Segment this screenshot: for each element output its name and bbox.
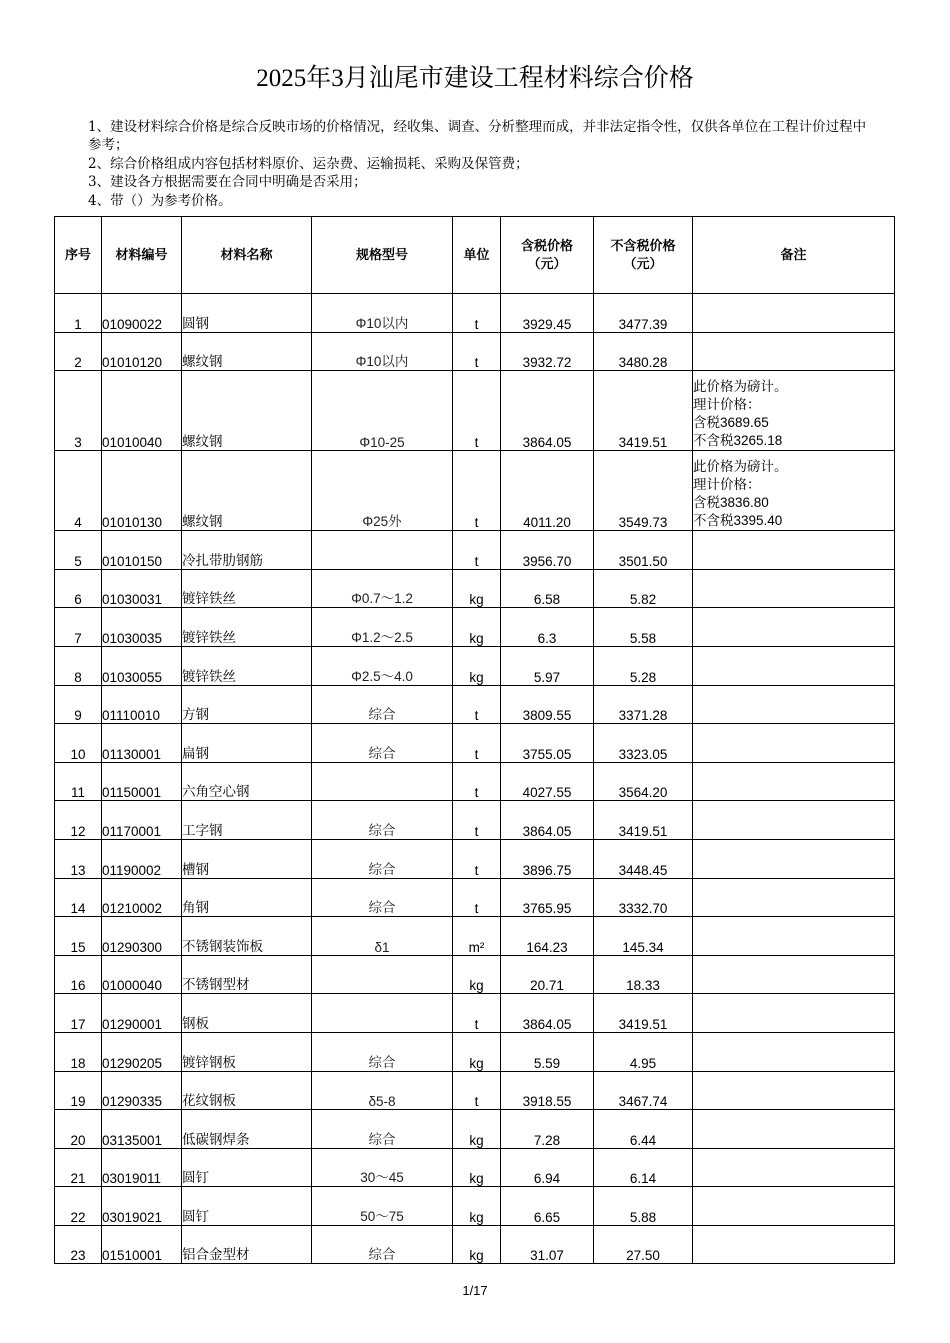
cell-name: 螺纹钢	[182, 332, 312, 371]
cell-unit: kg	[453, 1110, 501, 1149]
cell-code: 01170001	[102, 801, 182, 840]
cell-code: 03019011	[102, 1148, 182, 1187]
cell-name: 工字钢	[182, 801, 312, 840]
cell-name: 圆钉	[182, 1187, 312, 1226]
table-row	[55, 294, 895, 333]
cell-name: 低碳钢焊条	[182, 1110, 312, 1149]
cell-remark	[693, 1110, 895, 1149]
cell-unit: kg	[453, 1032, 501, 1071]
cell-price-tax: 3918.55	[501, 1071, 594, 1110]
cell-code: 01290001	[102, 994, 182, 1033]
cell-price-tax: 3755.05	[501, 724, 594, 763]
cell-price-notax: 3564.20	[594, 762, 693, 801]
cell-unit: kg	[453, 646, 501, 685]
cell-spec: Φ10-25	[312, 371, 453, 451]
remark-line: 不含税3265.18	[693, 433, 783, 449]
cell-unit: kg	[453, 608, 501, 647]
cell-remark	[693, 685, 895, 724]
table-header-row	[55, 217, 895, 294]
table-row	[55, 1071, 895, 1110]
cell-name: 不锈钢型材	[182, 955, 312, 994]
header-seq: 序号	[55, 217, 102, 294]
cell-price-notax: 3480.28	[594, 332, 693, 371]
cell-spec	[312, 762, 453, 801]
cell-remark	[693, 332, 895, 371]
table-body	[55, 294, 895, 1264]
cell-seq: 14	[55, 878, 102, 917]
note-3: 3、建设各方根据需要在合同中明确是否采用；	[88, 174, 367, 191]
remark-line: 理计价格：	[693, 397, 761, 413]
cell-code: 01210002	[102, 878, 182, 917]
cell-name: 铝合金型材	[182, 1225, 312, 1264]
cell-unit: kg	[453, 569, 501, 608]
cell-unit: t	[453, 294, 501, 333]
remark-line: 含税3836.80	[693, 495, 769, 511]
cell-seq: 5	[55, 531, 102, 570]
cell-code: 03135001	[102, 1110, 182, 1149]
cell-remark	[693, 724, 895, 763]
cell-price-notax: 5.28	[594, 646, 693, 685]
cell-code: 01010120	[102, 332, 182, 371]
cell-price-notax: 6.14	[594, 1148, 693, 1187]
cell-name: 螺纹钢	[182, 371, 312, 451]
cell-remark	[693, 994, 895, 1033]
cell-unit: kg	[453, 955, 501, 994]
cell-price-notax: 3549.73	[594, 451, 693, 531]
header-price-tax-line2: （元）	[527, 256, 567, 271]
cell-price-tax: 5.59	[501, 1032, 594, 1071]
cell-seq: 21	[55, 1148, 102, 1187]
table-row	[55, 608, 895, 647]
cell-remark	[693, 451, 895, 531]
cell-unit: t	[453, 801, 501, 840]
cell-remark	[693, 955, 895, 994]
cell-seq: 9	[55, 685, 102, 724]
table-row	[55, 531, 895, 570]
cell-remark	[693, 762, 895, 801]
cell-price-tax: 4027.55	[501, 762, 594, 801]
cell-price-tax: 7.28	[501, 1110, 594, 1149]
table-row	[55, 332, 895, 371]
remark-line: 此价格为磅计。	[693, 459, 788, 475]
cell-name: 花纹钢板	[182, 1071, 312, 1110]
cell-price-tax: 20.71	[501, 955, 594, 994]
page-title: 2025年3月汕尾市建设工程材料综合价格	[256, 65, 694, 92]
cell-price-tax: 31.07	[501, 1225, 594, 1264]
cell-name: 钢板	[182, 994, 312, 1033]
remark-line: 理计价格：	[693, 477, 761, 493]
cell-name: 镀锌钢板	[182, 1032, 312, 1071]
table-row	[55, 801, 895, 840]
cell-seq: 22	[55, 1187, 102, 1226]
cell-name: 镀锌铁丝	[182, 646, 312, 685]
cell-price-notax: 3419.51	[594, 994, 693, 1033]
cell-spec: Φ10以内	[312, 294, 453, 333]
cell-unit: m²	[453, 917, 501, 956]
cell-seq: 17	[55, 994, 102, 1033]
cell-name: 螺纹钢	[182, 451, 312, 531]
table-row	[55, 1187, 895, 1226]
cell-unit: kg	[453, 1225, 501, 1264]
cell-seq: 6	[55, 569, 102, 608]
cell-remark	[693, 1032, 895, 1071]
header-spec: 规格型号	[312, 217, 453, 294]
cell-price-tax: 3864.05	[501, 371, 594, 451]
cell-spec: Φ25外	[312, 451, 453, 531]
cell-spec: 50～75	[312, 1187, 453, 1226]
cell-seq: 12	[55, 801, 102, 840]
cell-remark	[693, 1148, 895, 1187]
cell-remark	[693, 1071, 895, 1110]
table-row	[55, 917, 895, 956]
cell-unit: t	[453, 451, 501, 531]
table-row	[55, 646, 895, 685]
cell-unit: kg	[453, 1148, 501, 1187]
cell-code: 01030031	[102, 569, 182, 608]
cell-unit: t	[453, 724, 501, 763]
note-2: 2、综合价格组成内容包括材料原价、运杂费、运输损耗、采购及保管费；	[88, 155, 529, 172]
cell-remark	[693, 1225, 895, 1264]
cell-code: 01150001	[102, 762, 182, 801]
cell-price-tax: 6.94	[501, 1148, 594, 1187]
table-row	[55, 451, 895, 531]
cell-remark	[693, 839, 895, 878]
cell-unit: t	[453, 839, 501, 878]
cell-price-tax: 6.3	[501, 608, 594, 647]
header-price-tax	[501, 217, 594, 294]
table-row	[55, 371, 895, 451]
cell-name: 不锈钢装饰板	[182, 917, 312, 956]
cell-spec: 综合	[312, 801, 453, 840]
cell-spec: δ1	[312, 917, 453, 956]
cell-seq: 4	[55, 451, 102, 531]
cell-unit: t	[453, 531, 501, 570]
cell-price-tax: 3932.72	[501, 332, 594, 371]
table-row	[55, 1032, 895, 1071]
cell-code: 01290205	[102, 1032, 182, 1071]
cell-code: 01010150	[102, 531, 182, 570]
price-table	[54, 216, 895, 1264]
cell-code: 01010130	[102, 451, 182, 531]
cell-spec	[312, 955, 453, 994]
cell-spec: 30～45	[312, 1148, 453, 1187]
cell-unit: t	[453, 762, 501, 801]
cell-spec	[312, 531, 453, 570]
cell-price-tax: 3765.95	[501, 878, 594, 917]
cell-remark	[693, 569, 895, 608]
cell-price-tax: 3864.05	[501, 994, 594, 1033]
cell-code: 01110010	[102, 685, 182, 724]
cell-spec: Φ10以内	[312, 332, 453, 371]
cell-seq: 7	[55, 608, 102, 647]
cell-price-tax: 6.58	[501, 569, 594, 608]
cell-remark	[693, 878, 895, 917]
note-4: 4、带（）为参考价格。	[88, 192, 232, 209]
cell-code: 01090022	[102, 294, 182, 333]
cell-spec: δ5-8	[312, 1071, 453, 1110]
cell-remark	[693, 801, 895, 840]
cell-remark	[693, 608, 895, 647]
remark-line: 不含税3395.40	[693, 513, 783, 529]
cell-price-notax: 5.58	[594, 608, 693, 647]
cell-price-notax: 5.88	[594, 1187, 693, 1226]
cell-name: 圆钉	[182, 1148, 312, 1187]
cell-seq: 13	[55, 839, 102, 878]
page-number: 1/17	[462, 1283, 488, 1298]
cell-remark	[693, 294, 895, 333]
remark-line: 含税3689.65	[693, 415, 769, 431]
cell-spec: 综合	[312, 1225, 453, 1264]
header-price-notax-line1: 不含税价格	[610, 238, 676, 253]
notes	[88, 118, 878, 210]
cell-seq: 15	[55, 917, 102, 956]
cell-price-notax: 3419.51	[594, 801, 693, 840]
cell-price-notax: 3477.39	[594, 294, 693, 333]
cell-code: 01290335	[102, 1071, 182, 1110]
cell-seq: 10	[55, 724, 102, 763]
cell-price-notax: 3467.74	[594, 1071, 693, 1110]
cell-spec: 综合	[312, 1110, 453, 1149]
cell-code: 01510001	[102, 1225, 182, 1264]
cell-remark	[693, 917, 895, 956]
cell-price-notax: 3448.45	[594, 839, 693, 878]
cell-code: 01000040	[102, 955, 182, 994]
table-row	[55, 839, 895, 878]
cell-seq: 20	[55, 1110, 102, 1149]
cell-spec: 综合	[312, 724, 453, 763]
cell-spec: Φ1.2～2.5	[312, 608, 453, 647]
cell-price-tax: 3809.55	[501, 685, 594, 724]
cell-code: 01030035	[102, 608, 182, 647]
cell-remark	[693, 531, 895, 570]
cell-unit: t	[453, 371, 501, 451]
cell-name: 圆钢	[182, 294, 312, 333]
cell-spec: Φ2.5～4.0	[312, 646, 453, 685]
header-code: 材料编号	[102, 217, 182, 294]
cell-remark	[693, 371, 895, 451]
table-row	[55, 724, 895, 763]
header-price-tax-line1: 含税价格	[520, 238, 573, 253]
table-row	[55, 994, 895, 1033]
table-row	[55, 1110, 895, 1149]
cell-price-notax: 27.50	[594, 1225, 693, 1264]
cell-price-tax: 4011.20	[501, 451, 594, 531]
cell-price-notax: 18.33	[594, 955, 693, 994]
cell-name: 镀锌铁丝	[182, 569, 312, 608]
cell-name: 方钢	[182, 685, 312, 724]
cell-name: 角钢	[182, 878, 312, 917]
header-price-notax-line2: （元）	[623, 256, 663, 271]
cell-code: 01290300	[102, 917, 182, 956]
cell-unit: kg	[453, 1187, 501, 1226]
cell-seq: 8	[55, 646, 102, 685]
cell-code: 01130001	[102, 724, 182, 763]
table-row	[55, 762, 895, 801]
cell-price-tax: 5.97	[501, 646, 594, 685]
table-row	[55, 1148, 895, 1187]
cell-seq: 11	[55, 762, 102, 801]
cell-seq: 1	[55, 294, 102, 333]
cell-name: 六角空心钢	[182, 762, 312, 801]
header-price-notax	[594, 217, 693, 294]
cell-spec: 综合	[312, 839, 453, 878]
cell-price-notax: 6.44	[594, 1110, 693, 1149]
cell-remark	[693, 1187, 895, 1226]
cell-spec: 综合	[312, 878, 453, 917]
cell-price-notax: 5.82	[594, 569, 693, 608]
cell-unit: t	[453, 685, 501, 724]
cell-price-notax: 3332.70	[594, 878, 693, 917]
cell-price-notax: 3419.51	[594, 371, 693, 451]
cell-name: 冷扎带肋钢筋	[182, 531, 312, 570]
cell-price-tax: 3929.45	[501, 294, 594, 333]
cell-code: 01010040	[102, 371, 182, 451]
cell-spec	[312, 994, 453, 1033]
cell-price-notax: 3371.28	[594, 685, 693, 724]
note-1: 1、建设材料综合价格是综合反映市场的价格情况，经收集、调查、分析整理而成，并非法定指令性，仅供各单位在工程计价过程中参考；	[88, 119, 867, 154]
cell-price-notax: 3501.50	[594, 531, 693, 570]
cell-unit: t	[453, 1071, 501, 1110]
cell-price-tax: 3896.75	[501, 839, 594, 878]
cell-spec: 综合	[312, 685, 453, 724]
cell-price-notax: 145.34	[594, 917, 693, 956]
cell-spec: Φ0.7～1.2	[312, 569, 453, 608]
cell-seq: 16	[55, 955, 102, 994]
cell-name: 扁钢	[182, 724, 312, 763]
cell-seq: 23	[55, 1225, 102, 1264]
cell-name: 镀锌铁丝	[182, 608, 312, 647]
cell-price-notax: 4.95	[594, 1032, 693, 1071]
table-row	[55, 878, 895, 917]
cell-seq: 19	[55, 1071, 102, 1110]
cell-code: 01030055	[102, 646, 182, 685]
cell-unit: t	[453, 878, 501, 917]
cell-seq: 3	[55, 371, 102, 451]
cell-seq: 2	[55, 332, 102, 371]
cell-code: 01190002	[102, 839, 182, 878]
header-name: 材料名称	[182, 217, 312, 294]
cell-seq: 18	[55, 1032, 102, 1071]
cell-price-tax: 3956.70	[501, 531, 594, 570]
header-unit: 单位	[453, 217, 501, 294]
cell-name: 槽钢	[182, 839, 312, 878]
remark-line: 此价格为磅计。	[693, 379, 788, 395]
cell-unit: t	[453, 332, 501, 371]
cell-price-tax: 3864.05	[501, 801, 594, 840]
cell-price-tax: 6.65	[501, 1187, 594, 1226]
table-row	[55, 685, 895, 724]
cell-remark	[693, 646, 895, 685]
table-row	[55, 569, 895, 608]
cell-spec: 综合	[312, 1032, 453, 1071]
cell-unit: t	[453, 994, 501, 1033]
table-row	[55, 1225, 895, 1264]
cell-price-notax: 3323.05	[594, 724, 693, 763]
table-row	[55, 955, 895, 994]
cell-price-tax: 164.23	[501, 917, 594, 956]
header-remark: 备注	[693, 217, 895, 294]
cell-code: 03019021	[102, 1187, 182, 1226]
